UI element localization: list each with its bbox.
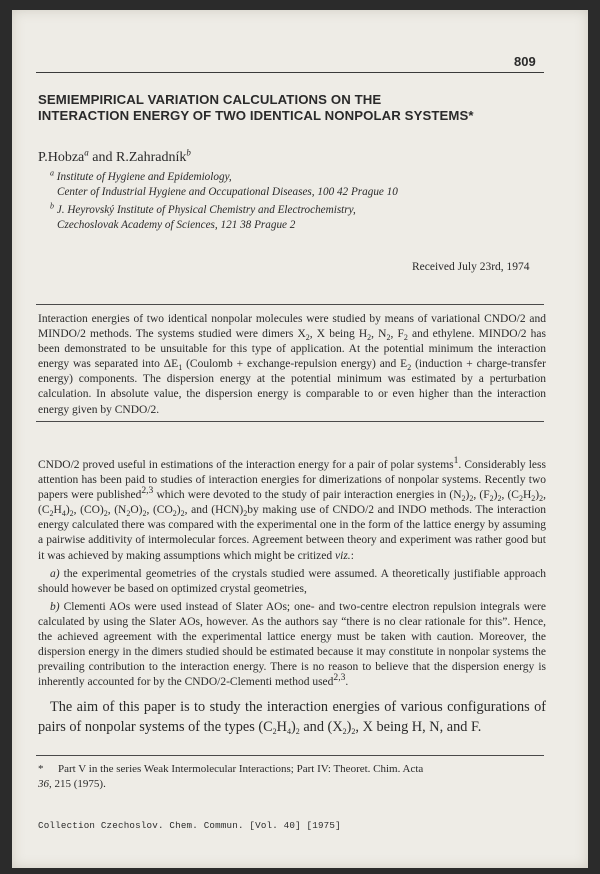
affiliation-b bbox=[50, 203, 530, 233]
footnote-mark: * bbox=[38, 763, 44, 775]
author-hobza: P.Hobza bbox=[38, 150, 85, 165]
header-rule bbox=[36, 72, 544, 73]
paragraph-intro: CNDO/2 proved useful in estimations of the interaction energy for a pair of polar systems$^1$. Considerably less attention has been paid to studies of interaction energies for dimerizations of nonpolar systems. Recently two papers were published$^{2,3}$ which were devoted to the study of pair interaction energies in $(N_2)_2$, $(F_2)_2$, $(C_2H_2)_2$, $(C_2H_4)_2$, $(CO)_2$, $(N_2O)_2$, $(CO_2)_2$, and $(HCN)_2by$ making use of CNDO/2 and INDO methods. The interaction energy calculated there was compared with the experimental one in the form of the lattice energy by assuming a pairwise additivity of intermolecular forces. Agreement between theory and experiment was rather good but it was achieved by making assumptions which might be critized viz.: bbox=[38, 455, 547, 562]
footnote: * Part V in the series Weak Intermolecular Interactions; Part IV: Theoret. Chim. Acta 36, 215 (1975). bbox=[38, 763, 424, 790]
aff-b-line-1: J. Heyrovský Institute of Physical Chemistry and Electrochemistry, bbox=[56, 204, 356, 216]
item-a-mark: a) bbox=[50, 567, 60, 580]
paragraph-aim: The aim of this paper is to study the interaction energies of various configurations of pairs of nonpolar systems of the types $(C_2H_4)_2$ and $(X_2)_2$, X being H, N, and F. bbox=[38, 699, 546, 737]
footnote-volume: 36 bbox=[38, 778, 49, 790]
item-b-ref: 2,3 bbox=[333, 672, 346, 684]
journal-page bbox=[12, 10, 588, 868]
article-body bbox=[38, 455, 547, 737]
abstract-top-rule bbox=[36, 304, 544, 305]
author-zahradnik-mark: b bbox=[186, 147, 191, 158]
abstract-bottom-rule bbox=[36, 421, 544, 422]
author-zahradnik: R.Zahradník bbox=[116, 150, 187, 165]
page-number: 809 bbox=[514, 54, 536, 69]
aff-b-line-2: Czechoslovak Academy of Sciences, 121 38 Prague 2 bbox=[57, 219, 296, 231]
aff-a-mark: a bbox=[50, 168, 54, 178]
title-line-2: INTERACTION ENERGY OF TWO IDENTICAL NONPOLAR SYSTEMS* bbox=[38, 108, 474, 123]
journal-footer: Collection Czechoslov. Chem. Commun. [Vol. 40] [1975] bbox=[38, 820, 341, 831]
footnote-rule bbox=[36, 755, 544, 756]
item-b-text: Clementi AOs were used instead of Slater AOs; one- and two-centre electron repulsion integrals were calculated by using the Slater AOs, however. As the authors say “there is no clear rationale for this”. Hence, the achieved agreement with the experimental lattice energy must be taken with caution. Moreover, the dispersion energy in the dimers studied should be estimated because it may constitute in nonpolar systems the prevailing contribution to the interaction energy. There is no reason to believe that the dispersion energy is inherently accounted for by the CNDO/2-Clementi method used bbox=[38, 600, 546, 689]
received-date: Received July 23rd, 1974 bbox=[412, 261, 530, 273]
authors bbox=[38, 147, 191, 166]
authors-and: and bbox=[88, 150, 116, 165]
footnote-text: Part V in the series Weak Intermolecular Interactions; Part IV: Theoret. Chim. Acta bbox=[58, 763, 424, 775]
title-line-1: SEMIEMPIRICAL VARIATION CALCULATIONS ON THE bbox=[38, 92, 382, 107]
abstract: Interaction energies of two identical nonpolar molecules were studied by means of variational CNDO/2 and MINDO/2 methods. The systems studied were dimers $X_2$, X being $H_2$, $N_2$, $F_2$ and ethylene. MINDO/2 has been demonstrated to be unsuitable for this type of application. At the potential minimum the interaction energy was separated into $\Delta E_1$ (Coulomb + exchange-repulsion energy) and $E_2$ (induction + charge-transfer energy) components. The dispersion energy at the potential minimum was estimated by a perturbation calculation. In absolute value, the dispersion energy is comparable to or even higher than the interaction energy given by CNDO/2. bbox=[38, 313, 546, 416]
author-hobza-mark: a bbox=[84, 147, 89, 158]
item-b-mark: b) bbox=[50, 600, 60, 613]
aff-b-mark: b bbox=[50, 201, 54, 211]
aff-a-line-1: Institute of Hygiene and Epidemiology, bbox=[56, 171, 232, 183]
aff-a-line-2: Center of Industrial Hygiene and Occupational Diseases, 100 42 Prague 10 bbox=[57, 186, 398, 198]
paragraph-item-b: b) Clementi AOs were used instead of Slater AOs; one- and two-centre electron repulsion integrals were calculated by using the Slater AOs, however. As the authors say “there is no clear rationale for this”. Hence, the achieved agreement with the experimental lattice energy must be taken with caution. Moreover, the dispersion energy in the dimers studied should be estimated because it may constitute in nonpolar systems the prevailing contribution to the interaction energy. There is no reason to believe that the dispersion energy is inherently accounted for by the CNDO/2-Clementi method used$^{2,3}$. bbox=[38, 600, 546, 689]
item-a-text: the experimental geometries of the crystals studied were assumed. A theoretically justifiable approach should however be based on optimized crystal geometries, bbox=[38, 567, 546, 595]
paragraph-item-a bbox=[38, 567, 546, 597]
article-title bbox=[38, 92, 548, 124]
affiliation-a bbox=[50, 170, 530, 200]
